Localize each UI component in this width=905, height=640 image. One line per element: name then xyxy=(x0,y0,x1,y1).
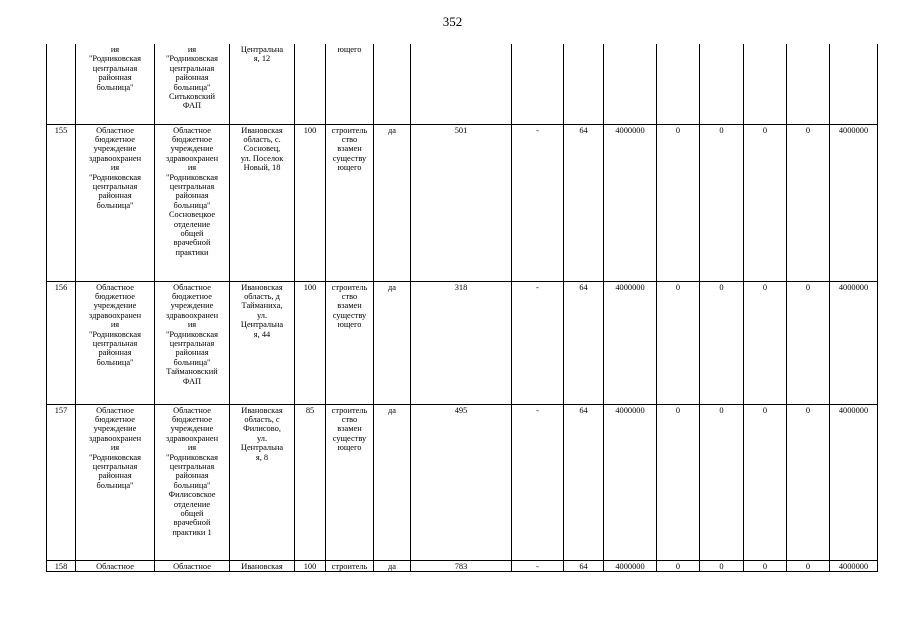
cell-num xyxy=(47,44,76,124)
cell-area xyxy=(411,44,512,124)
facility-table xyxy=(46,44,878,572)
cell-v1: 0 xyxy=(657,281,700,404)
cell-v3: 0 xyxy=(744,404,787,560)
cell-flag: да xyxy=(374,560,411,571)
page-number: 352 xyxy=(442,14,463,29)
cell-work-type: строитель xyxy=(326,560,374,571)
cell-v1: 0 xyxy=(657,560,700,571)
cell-wear: 100 xyxy=(295,560,326,571)
cell-facility: Областное бюджетное учреждение здравоохранен ия "Родниковская центральная районная больница" Сосновецкое отделение общей врачебной практики xyxy=(155,124,230,281)
cell-v4: 0 xyxy=(787,560,830,571)
cell-wear: 85 xyxy=(295,404,326,560)
cell-flag: да xyxy=(374,124,411,281)
cell-num: 156 xyxy=(47,281,76,404)
table-row xyxy=(47,124,878,281)
cell-v4 xyxy=(787,44,830,124)
cell-v4: 0 xyxy=(787,281,830,404)
cell-a: 64 xyxy=(564,124,604,281)
cell-address: Центральна я, 12 xyxy=(230,44,295,124)
cell-a xyxy=(564,44,604,124)
cell-sum1: 4000000 xyxy=(604,404,657,560)
cell-v2: 0 xyxy=(700,124,744,281)
cell-a: 64 xyxy=(564,404,604,560)
cell-facility: Областное бюджетное учреждение здравоохранен ия "Родниковская центральная районная больница" Филисовское отделение общей врачебной практики 1 xyxy=(155,404,230,560)
cell-area: 501 xyxy=(411,124,512,281)
cell-num: 158 xyxy=(47,560,76,571)
cell-v2: 0 xyxy=(700,281,744,404)
cell-area: 783 xyxy=(411,560,512,571)
cell-organization: Областное xyxy=(76,560,155,571)
table-row xyxy=(47,281,878,404)
cell-v3: 0 xyxy=(744,124,787,281)
cell-dash: - xyxy=(512,404,564,560)
cell-a: 64 xyxy=(564,560,604,571)
cell-num: 157 xyxy=(47,404,76,560)
cell-dash xyxy=(512,44,564,124)
cell-num: 155 xyxy=(47,124,76,281)
cell-facility: ия "Родниковская центральная районная больница" Ситьковский ФАП xyxy=(155,44,230,124)
cell-v2: 0 xyxy=(700,560,744,571)
cell-sum1: 4000000 xyxy=(604,560,657,571)
cell-sum2: 4000000 xyxy=(830,124,878,281)
cell-address: Ивановская область, с. Сосновец, ул. Поселок Новый, 18 xyxy=(230,124,295,281)
cell-v2 xyxy=(700,44,744,124)
cell-organization: Областное бюджетное учреждение здравоохранен ия "Родниковская центральная районная больница" xyxy=(76,281,155,404)
cell-v4: 0 xyxy=(787,124,830,281)
cell-sum2 xyxy=(830,44,878,124)
cell-facility: Областное бюджетное учреждение здравоохранен ия "Родниковская центральная районная больница" Таймановский ФАП xyxy=(155,281,230,404)
cell-sum2: 4000000 xyxy=(830,281,878,404)
cell-address: Ивановская xyxy=(230,560,295,571)
cell-address: Ивановская область, д Тайманиха, ул. Центральна я, 44 xyxy=(230,281,295,404)
cell-v1: 0 xyxy=(657,124,700,281)
cell-area: 318 xyxy=(411,281,512,404)
cell-flag: да xyxy=(374,281,411,404)
cell-address: Ивановская область, с Филисово, ул. Центральна я, 8 xyxy=(230,404,295,560)
cell-organization: Областное бюджетное учреждение здравоохранен ия "Родниковская центральная районная больница" xyxy=(76,124,155,281)
cell-sum2: 4000000 xyxy=(830,560,878,571)
cell-a: 64 xyxy=(564,281,604,404)
cell-v1: 0 xyxy=(657,404,700,560)
cell-dash: - xyxy=(512,124,564,281)
cell-flag xyxy=(374,44,411,124)
cell-work-type: ющего xyxy=(326,44,374,124)
table-row xyxy=(47,560,878,571)
cell-v4: 0 xyxy=(787,404,830,560)
cell-v2: 0 xyxy=(700,404,744,560)
cell-sum2: 4000000 xyxy=(830,404,878,560)
cell-organization: ия "Родниковская центральная районная больница" xyxy=(76,44,155,124)
cell-work-type: строитель ство взамен существу ющего xyxy=(326,124,374,281)
cell-v1 xyxy=(657,44,700,124)
cell-area: 495 xyxy=(411,404,512,560)
cell-wear: 100 xyxy=(295,281,326,404)
cell-facility: Областное xyxy=(155,560,230,571)
cell-v3: 0 xyxy=(744,560,787,571)
cell-v3: 0 xyxy=(744,281,787,404)
cell-work-type: строитель ство взамен существу ющего xyxy=(326,404,374,560)
cell-organization: Областное бюджетное учреждение здравоохранен ия "Родниковская центральная районная больница" xyxy=(76,404,155,560)
cell-sum1: 4000000 xyxy=(604,124,657,281)
cell-sum1: 4000000 xyxy=(604,281,657,404)
cell-dash: - xyxy=(512,281,564,404)
cell-work-type: строитель ство взамен существу ющего xyxy=(326,281,374,404)
cell-flag: да xyxy=(374,404,411,560)
cell-v3 xyxy=(744,44,787,124)
cell-wear: 100 xyxy=(295,124,326,281)
cell-wear xyxy=(295,44,326,124)
cell-sum1 xyxy=(604,44,657,124)
table-row xyxy=(47,44,878,124)
table-row xyxy=(47,404,878,560)
cell-dash: - xyxy=(512,560,564,571)
